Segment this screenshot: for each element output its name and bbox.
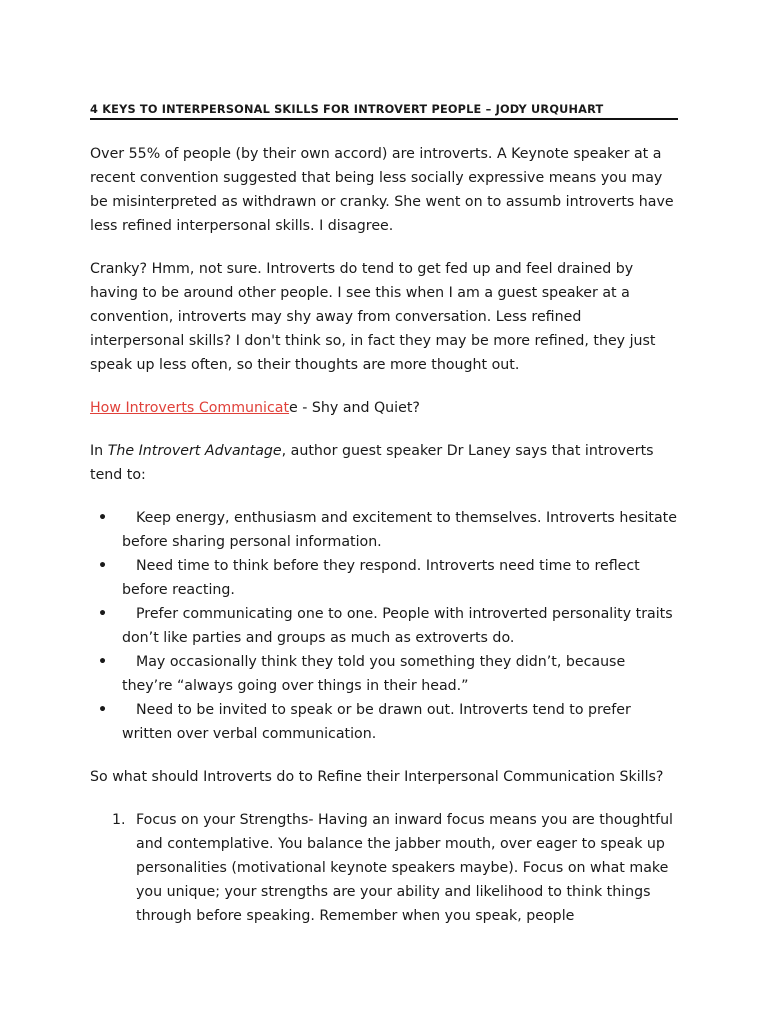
paragraph-intro: Over 55% of people (by their own accord) are introverts. A Keynote speaker at a recent convention suggested that being less socially expressive means you may be misinterpreted as withdrawn or cranky. She went on to assumb introverts have less refined interpersonal skills. I disagree. — [90, 146, 674, 234]
list-item — [90, 602, 680, 650]
list-item — [90, 808, 680, 928]
list-item — [90, 650, 680, 698]
list-item — [90, 698, 680, 746]
section-heading-rest: e - Shy and Quiet? — [289, 400, 420, 416]
paragraph-book-intro — [90, 439, 680, 487]
book-title: The Introvert Advantage — [107, 443, 282, 459]
bullet-icon: • — [98, 606, 108, 622]
how-introverts-communicate-link[interactable]: How Introverts Communicat — [90, 400, 290, 416]
bullet-icon: • — [98, 510, 108, 526]
tendencies-list — [90, 506, 680, 746]
section-heading-line — [90, 396, 680, 420]
paragraph-cranky: Cranky? Hmm, not sure. Introverts do tend to get fed up and feel drained by having to be around other people. I see this when I am a guest speaker at a convention, introverts may shy away from conversation. Less refined interpersonal skills? I don't think so, in fact they may be more refined, they just speak up less often, so their thoughts are more thought out. — [90, 261, 656, 373]
bullet-icon: • — [98, 558, 108, 574]
list-item-text: May occasionally think they told you something they didn’t, because they’re “always going over things in their head.” — [122, 654, 626, 694]
list-item-text: Focus on your Strengths- Having an inward focus means you are thoughtful and contemplative. You balance the jabber mouth, over eager to speak up personalities (motivational keynote speakers maybe). Focus on what make you unique; your strengths are your ability and likelihood to think things through before speaking. Remember when you speak, people — [136, 812, 673, 924]
bullet-icon: • — [98, 654, 108, 670]
book-intro-before: In — [90, 443, 108, 459]
list-item-text: Keep energy, enthusiasm and excitement to themselves. Introverts hesitate before sharing personal information. — [122, 510, 677, 550]
document-body — [90, 142, 680, 928]
bullet-icon: • — [98, 702, 108, 718]
list-item-text: Need time to think before they respond. Introverts need time to reflect before reacting. — [122, 558, 640, 598]
list-item — [90, 506, 680, 554]
book-intro-after: , author guest speaker Dr Laney says that introverts tend to: — [90, 443, 654, 483]
list-item-text: Prefer communicating one to one. People with introverted personality traits don’t like parties and groups as much as extroverts do. — [122, 606, 673, 646]
list-item — [90, 554, 680, 602]
paragraph-question: So what should Introverts do to Refine their Interpersonal Communication Skills? — [90, 769, 664, 785]
keys-list — [90, 808, 680, 928]
list-number: 1. — [112, 812, 126, 828]
list-item-text: Need to be invited to speak or be drawn out. Introverts tend to prefer written over verbal communication. — [122, 702, 631, 742]
document-title: 4 KEYS TO INTERPERSONAL SKILLS FOR INTROVERT PEOPLE – JODY URQUHART — [90, 102, 678, 120]
